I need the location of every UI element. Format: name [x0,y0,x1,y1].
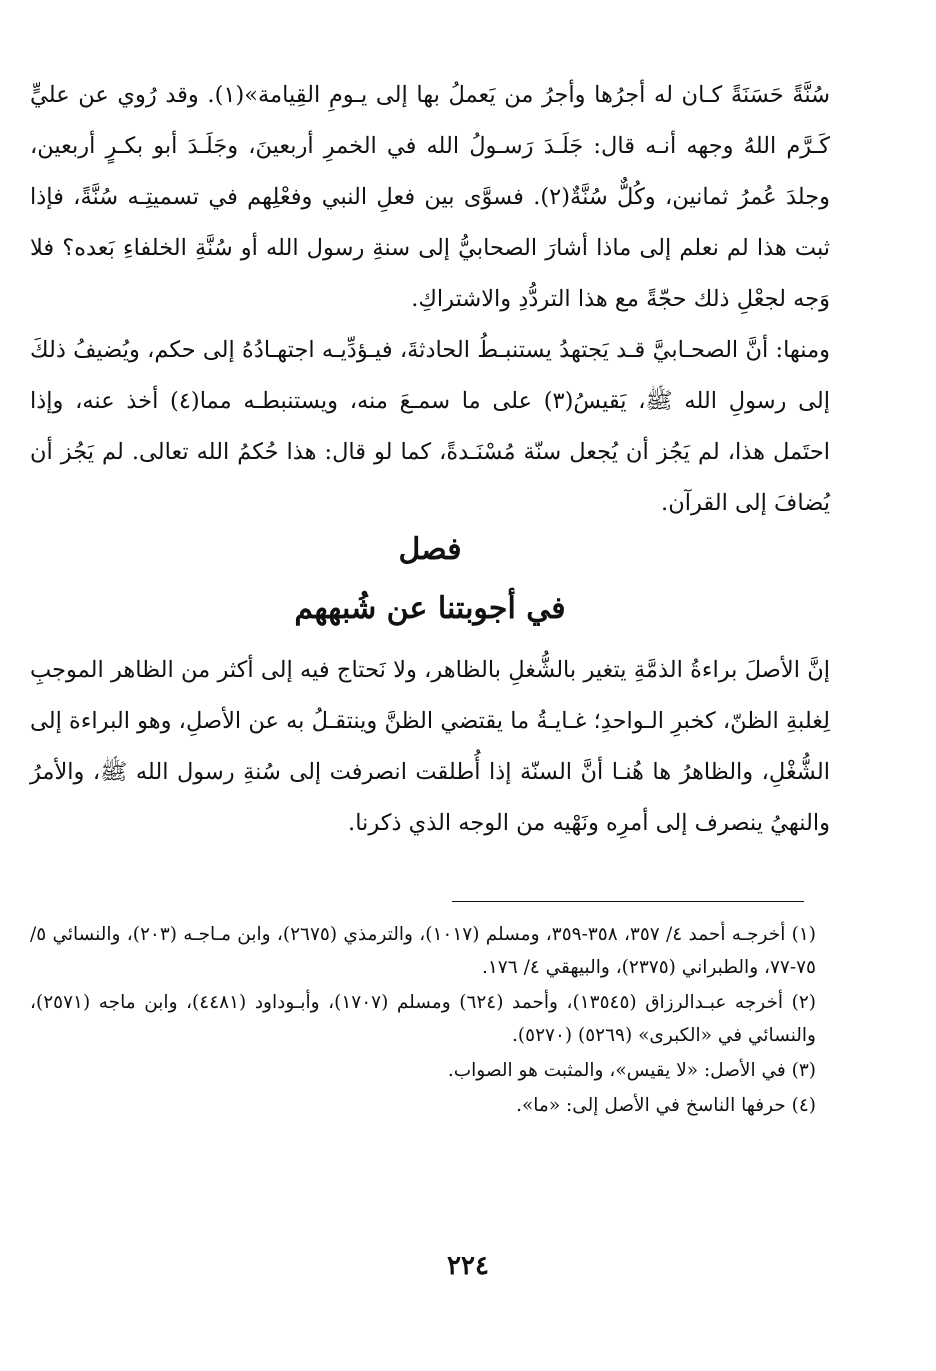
footnote-4: (٤) حرفها الناسخ في الأصل إلى: «ما». [516,1095,816,1116]
footnote-2: (٢) أخرجه عبـدالرزاق (١٣٥٤٥)، وأحمد (٦٢٤) ومسلم (١٧٠٧)، وأبـوداود (٤٤٨١)، وابن ماجه (٢٥٧١)، والنسائي في «الكبرى» (٥٢٦٩) (٥٢٧٠). [30,992,816,1046]
footnote-separator [452,901,804,902]
footnote-1: (١) أخرجـه أحمد ٤/ ٣٥٧، ٣٥٨-٣٥٩، ومسلم (١٠١٧)، والترمذي (٢٦٧٥)، وابن مـاجـه (٢٠٣)، والنسائي ٥/ ٧٥-٧٧، والطبراني (٢٣٧٥)، والبيهقي ٤/ ١٧٦. [30,924,816,978]
footnotes [30,918,816,1124]
section-heading: فصل [398,532,462,567]
page-number: ٢٢٤ [447,1251,489,1281]
section-subtitle: في أجوبتنا عن شُبههم [294,591,566,626]
body-paragraph-1: سُنَّةً حَسَنَةً كـان له أجرُها وأجرُ من يَعملُ بها إلى يـومِ القِيامة»(١). وقد رُوي عن عليٍّ كَـرَّم اللهُ وجهه أنـه قال: جَلَـدَ رَسـولُ الله في الخمرِ أربعينَ، وجَلَـدَ أبو بكـرٍ أربعين، وجلدَ عُمرُ ثمانين، وكُلٌّ سُنَّةٌ(٢). فسوَّى بين فعلِ النبي وفعْلِهم في تسميتِـه سُنَّةً، فإذا ثبت هذا لم نعلم إلى ماذا أشارَ الصحابيُّ إلى سنةِ رسول الله أو سُنَّةِ الخلفاءِ بَعده؟ فلا وَجه لجعْلِ ذلك حجّةً مع هذا التردُّدِ والاشتراكِ. [30,82,830,312]
footnote-3: (٣) في الأصل: «لا يقيس»، والمثبت هو الصواب. [447,1060,816,1081]
body-paragraph-3: إنَّ الأصلَ براءةُ الذمَّةِ يتغير بالشُّغلِ بالظاهر، ولا نَحتاج فيه إلى أكثر من الظاهر الموجبِ لِغلبةِ الظنّ، كخبرِ الـواحدِ؛ غـايـةُ ما يقتضي الظنَّ وينتقـلُ به عن الأصلِ، وهو البراءة إلى الشُّغْلِ، والظاهرُ ها هُنـا أنَّ السنّة إذا أُطلقت انصرفت إلى سُنةِ رسول الله ﷺ، والأمرُ والنهيُ ينصرف إلى أمرِه ونَهْيه من الوجه الذي ذكرنا. [30,657,830,836]
body-paragraph-2: ومنها: أنَّ الصحـابيَّ قـد يَجتهدُ يستنبـطُ الحادثةَ، فيـؤدِّيـه اجتهـادُهُ إلى حكم، ويُضيفُ ذلكَ إلى رسولِ الله ﷺ، يَقيسُ(٣) على ما سمـعَ منه، ويستنبطـه مما(٤) أخذ عنه، وإذا احتَمل هذا، لم يَجُز أن يُجعل سنّة مُسْنَـدةً، كما لو قال: هذا حُكمُ الله تعالى. لم يَجُز أن يُضافَ إلى القرآن. [30,337,830,516]
